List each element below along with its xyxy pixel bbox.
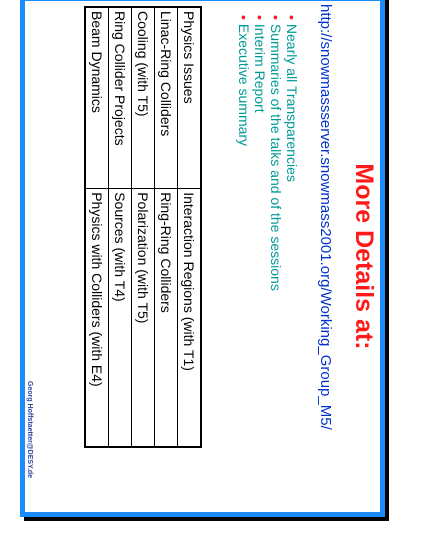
table-row [109, 7, 132, 447]
table-row [155, 7, 178, 447]
bullet-icon: • [284, 15, 300, 20]
table-cell: Cooling (with T5) [132, 7, 155, 189]
slide-shadow-right [385, 0, 389, 521]
author-credit: Georg Hoffstaetter@DESY.de [26, 381, 33, 479]
table-cell: Interaction Regions (with T1) [178, 189, 202, 447]
bullet-text: Nearly all Transparencies [284, 23, 300, 182]
table-cell: Physics with Colliders (with E4) [85, 189, 109, 447]
bullet-icon: • [236, 15, 252, 20]
slide-frame [20, 0, 385, 517]
table-cell: Beam Dynamics [85, 7, 109, 189]
bullet-item [268, 15, 284, 291]
bullet-item [284, 15, 300, 291]
table-cell: Sources (with T4) [109, 189, 132, 447]
table-cell: Ring-Ring Colliders [155, 189, 178, 447]
slide-shadow-bottom [24, 517, 389, 521]
bullet-text: Executive summary [236, 23, 252, 147]
table-row [85, 7, 109, 447]
table-cell: Ring Collider Projects [109, 7, 132, 189]
bullet-icon: • [268, 15, 284, 20]
bullet-item [236, 15, 252, 291]
table-row [178, 7, 202, 447]
bullet-icon: • [252, 15, 268, 20]
table-cell: Linac-Ring Colliders [155, 7, 178, 189]
bullet-text: Summaries of the talks and of the sessions [268, 23, 284, 291]
slide-content [25, 1, 380, 512]
session-topics-table [84, 6, 202, 448]
table-cell: Physics Issues [178, 7, 202, 189]
table-cell: Polarization (with T5) [132, 189, 155, 447]
table-row [132, 7, 155, 447]
bullet-text: Interim Report [252, 23, 268, 113]
slide-title: More Details at: [350, 163, 378, 350]
bullet-list [236, 15, 300, 291]
bullet-item [252, 15, 268, 291]
working-group-link[interactable]: http://snowmassserver.snowmass2001.org/Working_Group_M5/ [317, 4, 334, 430]
